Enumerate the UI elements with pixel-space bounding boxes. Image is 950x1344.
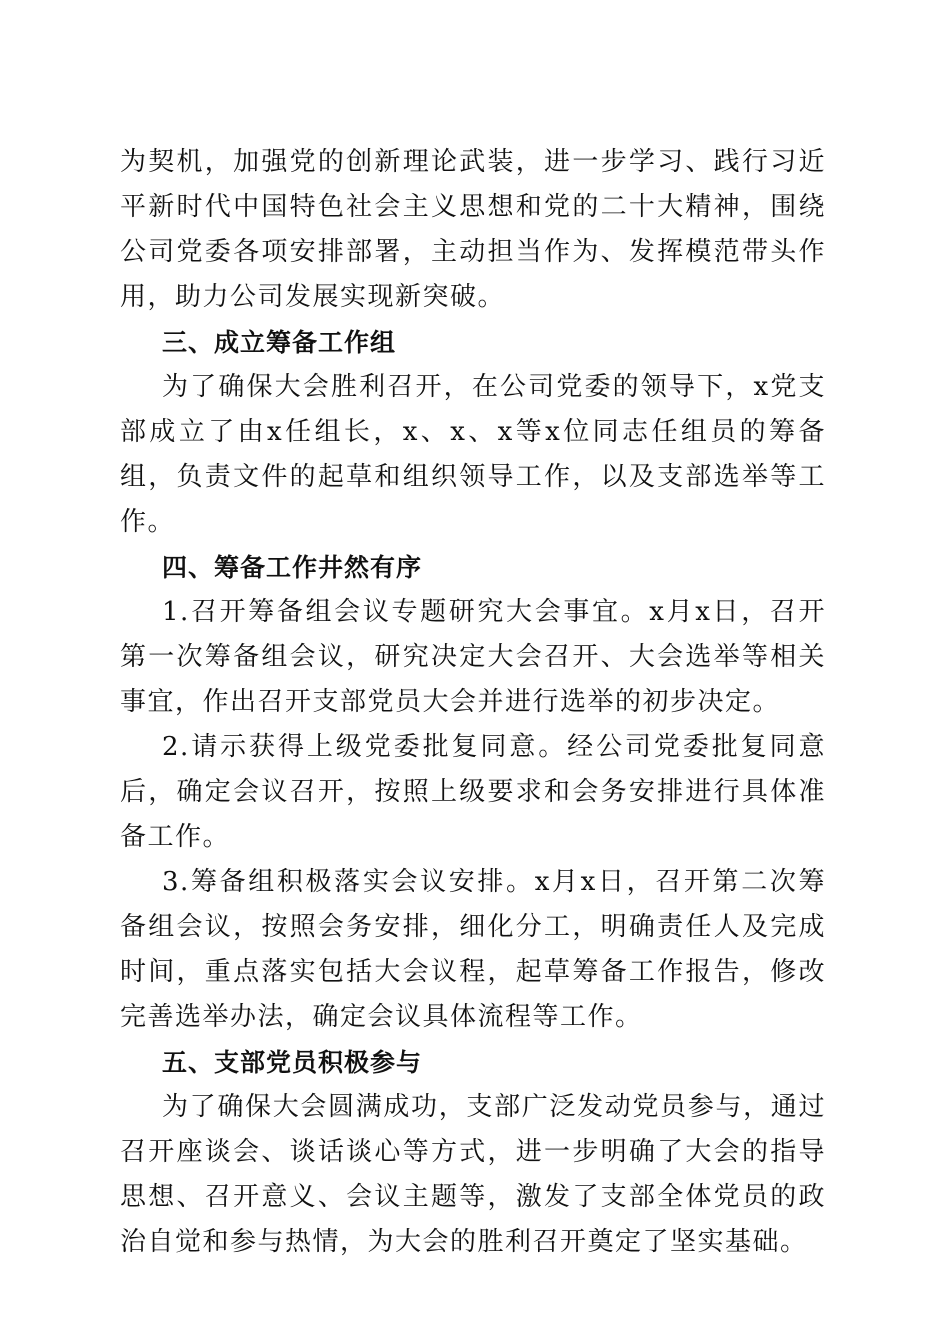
paragraph-intro-continuation: 为契机，加强党的创新理论武装，进一步学习、践行习近平新时代中国特色社会主义思想和党的二十大精神，围绕公司党委各项安排部署，主动担当作为、发挥模范带头作用，助力公司发展实现新突破。 [120, 147, 826, 312]
section-heading-4: 四、筹备工作井然有序 [162, 553, 423, 582]
paragraph-member-participation: 为了确保大会圆满成功，支部广泛发动党员参与，通过召开座谈会、谈话谈心等方式，进一步明确了大会的指导思想、召开意义、会议主题等，激发了支部全体党员的政治自觉和参与热情，为大会的胜利召开奠定了坚实基础。 [120, 1092, 826, 1257]
paragraph-item-2: 2.请示获得上级党委批复同意。经公司党委批复同意后，确定会议召开，按照上级要求和会务安排进行具体准备工作。 [120, 732, 826, 852]
paragraph-item-1: 1.召开筹备组会议专题研究大会事宜。x月x日，召开第一次筹备组会议，研究决定大会召开、大会选举等相关事宜，作出召开支部党员大会并进行选举的初步决定。 [120, 597, 826, 717]
paragraph-item-3: 3.筹备组积极落实会议安排。x月x日，召开第二次筹备组会议，按照会务安排，细化分工，明确责任人及完成时间，重点落实包括大会议程，起草筹备工作报告，修改完善选举办法，确定会议具体流程等工作。 [120, 867, 826, 1032]
section-heading-3: 三、成立筹备工作组 [162, 328, 397, 357]
paragraph-preparatory-group: 为了确保大会胜利召开，在公司党委的领导下，x党支部成立了由x任组长，x、x、x等x位同志任组员的筹备组，负责文件的起草和组织领导工作，以及支部选举等工作。 [120, 372, 826, 537]
section-heading-5: 五、支部党员积极参与 [162, 1048, 423, 1077]
document-body [120, 140, 826, 1265]
